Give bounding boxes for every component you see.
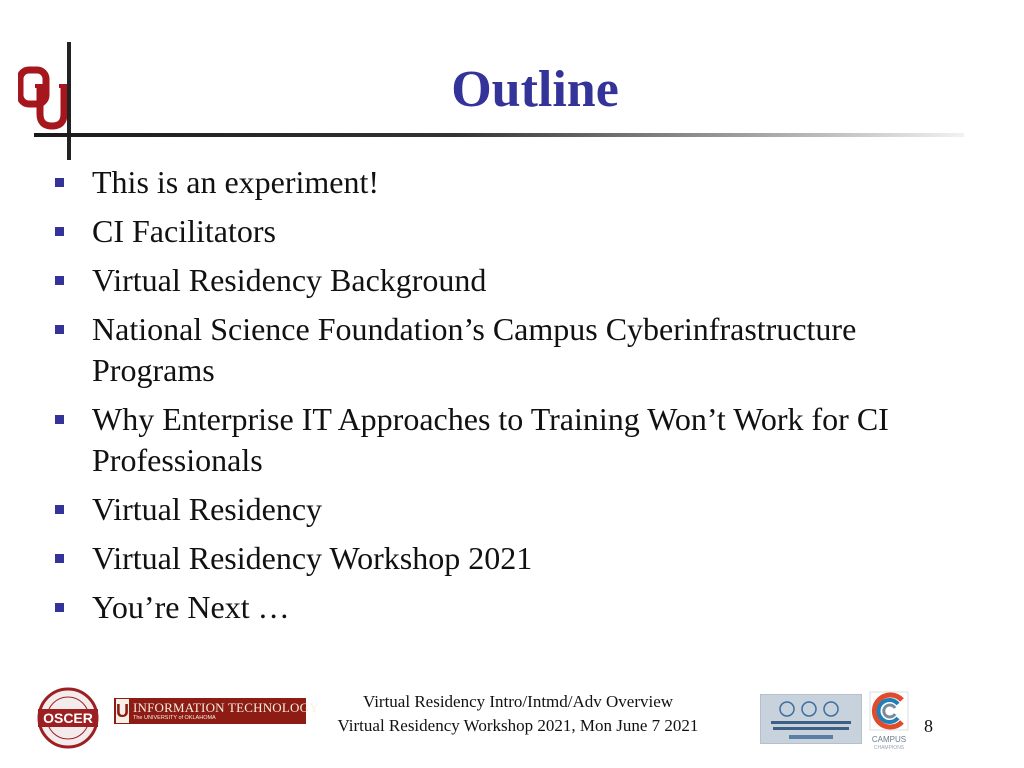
bullet-marker-icon	[55, 276, 64, 285]
bullet-marker-icon	[55, 603, 64, 612]
svg-text:OSCER: OSCER	[43, 710, 93, 726]
bullet-item	[52, 211, 932, 252]
it-logo-subtitle: The UNIVERSITY of OKLAHOMA	[133, 714, 216, 721]
bullet-item	[52, 587, 932, 628]
bullet-text: Virtual Residency Background	[92, 262, 487, 298]
footer	[300, 690, 736, 738]
page-number: 8	[924, 716, 933, 736]
slide-title: Outline	[451, 61, 619, 118]
bullet-marker-icon	[55, 227, 64, 236]
bullet-item	[52, 260, 932, 301]
virtual-residency-logo	[760, 694, 862, 744]
bullet-item	[52, 489, 932, 530]
oscer-logo	[24, 687, 112, 749]
bullet-marker-icon	[55, 178, 64, 187]
bullet-item	[52, 162, 932, 203]
ou-it-logo	[114, 698, 319, 724]
bullet-text: This is an experiment!	[92, 164, 380, 200]
bullet-marker-icon	[55, 505, 64, 514]
footer-line-1: Virtual Residency Intro/Intmd/Adv Overview	[362, 692, 674, 711]
bullet-list	[52, 162, 932, 636]
bullet-text: You’re Next …	[92, 589, 290, 625]
campus-champions-text: CAMPUS CHAMPIONS	[871, 735, 907, 751]
bullet-marker-icon	[55, 325, 64, 334]
bullet-text: CI Facilitators	[92, 213, 276, 249]
bullet-text: Virtual Residency Workshop 2021	[92, 540, 533, 576]
bullet-item	[52, 399, 932, 481]
it-logo-title: INFORMATION TECHNOLOGY	[133, 699, 319, 715]
bullet-item	[52, 309, 932, 391]
bullet-text: Virtual Residency	[92, 491, 323, 527]
bullet-text: National Science Foundation’s Campus Cyberinfrastructure Programs	[92, 311, 857, 388]
footer-line-2: Virtual Residency Workshop 2021, Mon June 7 2021	[337, 716, 699, 735]
bullet-marker-icon	[55, 554, 64, 563]
bullet-marker-icon	[55, 415, 64, 424]
title-horizontal-rule	[34, 133, 964, 137]
ou-mark-icon: U	[116, 699, 129, 723]
bullet-item	[52, 538, 932, 579]
bullet-text: Why Enterprise IT Approaches to Training Won’t Work for CI Professionals	[92, 401, 889, 478]
